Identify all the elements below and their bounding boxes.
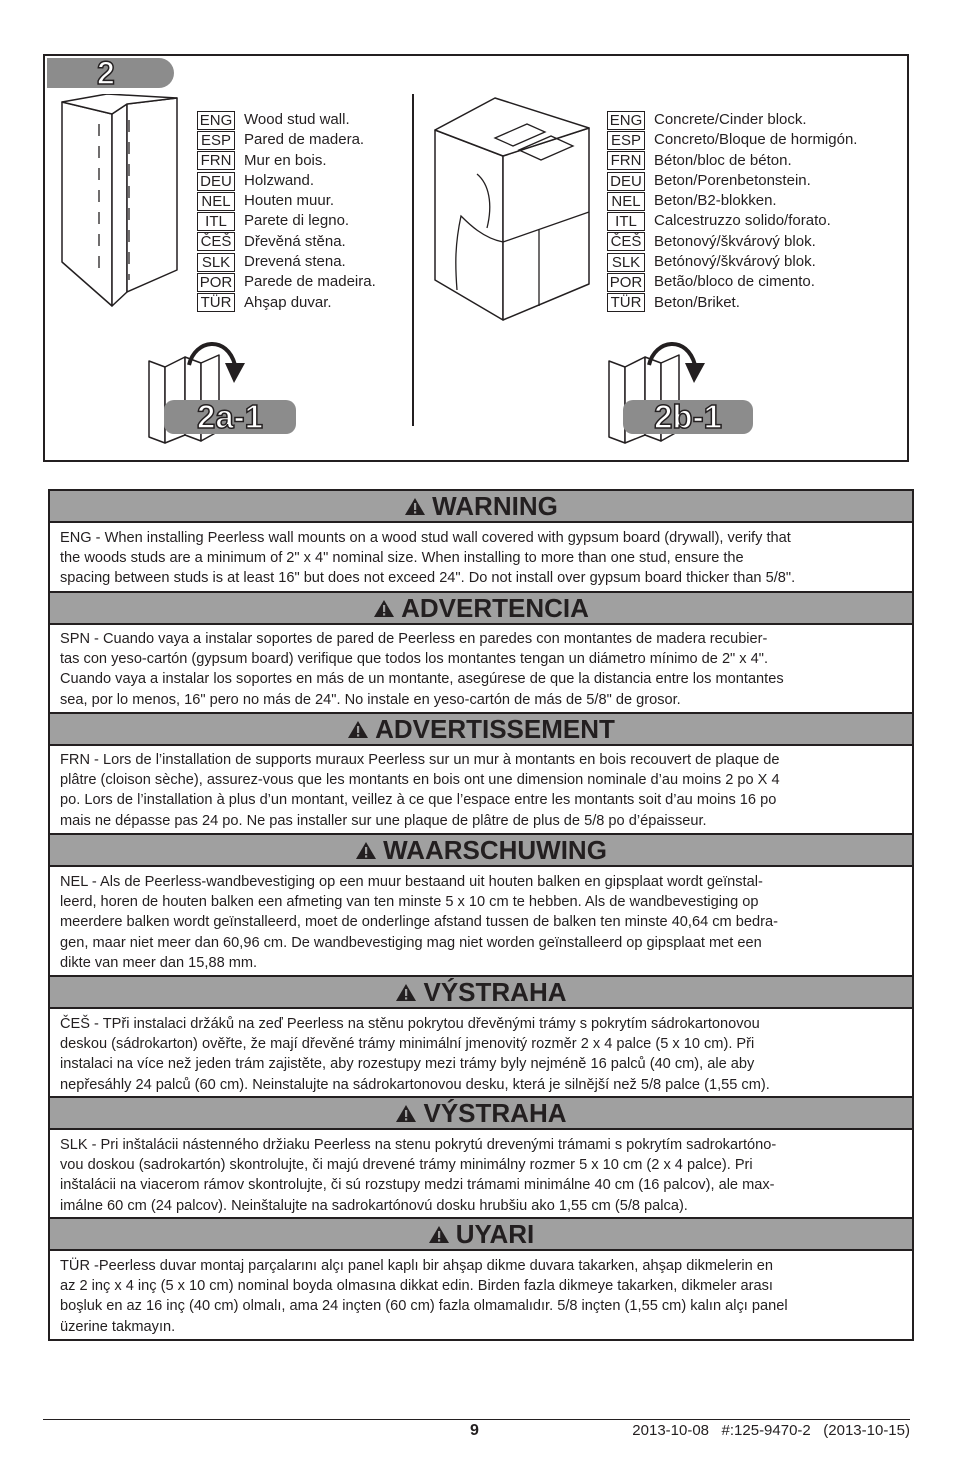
text-line: spacing between studs is at least 16" but does not exceed 24". Do not install over gypsum board thicker than 5/8". xyxy=(60,570,796,587)
language-text: Houten muur. xyxy=(244,192,335,210)
list-item xyxy=(197,191,376,211)
list-item xyxy=(607,272,857,292)
warning-triangle-icon xyxy=(428,1225,450,1244)
text-line: vou doskou (sadrokartón) skontrolujte, či majú drevené trámy minimálny rozmer 5 x 10 cm (2 x 4 palce). Pri xyxy=(60,1157,753,1174)
text-line: imálne 60 cm (24 palcov). Neinštalujte na sadrokartónovú dosku hrubšiu ako 1,55 cm (5/8 palca). xyxy=(60,1197,688,1214)
warning-triangle-icon xyxy=(355,841,377,860)
language-code: SLK xyxy=(197,253,235,272)
list-item xyxy=(607,293,857,313)
list-item xyxy=(607,151,857,171)
language-text: Betonový/škvárový blok. xyxy=(654,232,816,250)
text-line: meerdere balken wordt geïnstalleerd, moet de onderlinge afstand tussen de balken ten minste 40,64 cm bedra- xyxy=(60,914,778,931)
language-code: DEU xyxy=(197,172,235,191)
step-figure xyxy=(43,54,909,462)
text-line: ČEŠ - TPři instalaci držáků na zeď Peerless na stěnu pokrytou dřevěnými trámy s pokrytím sádrokartonovou xyxy=(60,1016,760,1032)
warning-title: ADVERTENCIA xyxy=(401,592,589,623)
warning-triangle-icon xyxy=(404,497,426,516)
step-number: 2 xyxy=(97,55,115,91)
left-language-list xyxy=(197,110,376,313)
warnings-panel xyxy=(48,489,914,1341)
list-item xyxy=(607,211,857,231)
list-item xyxy=(607,130,857,150)
language-code: SLK xyxy=(607,253,645,272)
warning-header-ces xyxy=(50,975,912,1009)
language-text: Beton/Briket. xyxy=(654,293,740,311)
language-text: Drevená stena. xyxy=(244,253,346,271)
warning-text-spn xyxy=(60,629,906,710)
warning-title: VÝSTRAHA xyxy=(423,1097,567,1128)
text-line: ENG - When installing Peerless wall mounts on a wood stud wall covered with gypsum board (drywall), verify that xyxy=(60,530,791,546)
text-line: deskou (sádrokarton) ověřte, že mají dřevěné trámy minimální jmenovitý rozměr 2 x 4 palce (5 x 10 cm). Při xyxy=(60,1036,755,1053)
step-2b-1-label: 2b-1 xyxy=(654,398,722,435)
text-line: tas con yeso-cartón (gypsum board) verifique que todos los montantes tengan un diámetro mínimo de 2" x 4". xyxy=(60,651,768,668)
text-line: SPN - Cuando vaya a instalar soportes de pared de Peerless en paredes con montantes de madera recubier- xyxy=(60,631,768,647)
warning-triangle-icon xyxy=(395,983,417,1002)
language-code: TÜR xyxy=(197,293,235,312)
list-item xyxy=(197,252,376,272)
language-text: Beton/B2-blokken. xyxy=(654,192,777,210)
text-line: mais ne dépasse pas 24 po. Ne pas installer sur une plaque de plâtre de plus de 5/8 po d’épaisseur. xyxy=(60,812,707,829)
text-line: gen, maar niet meer dan 60,96 cm. De wandbevestiging mag niet worden geïnstalleerd op gipsplaat met een xyxy=(60,934,762,951)
text-line: Cuando vaya a instalar los soportes en más de un montante, asegúrese de que la distancia entre los montantes xyxy=(60,671,784,688)
warning-header-slk xyxy=(50,1096,912,1130)
language-text: Holzwand. xyxy=(244,171,315,189)
text-line: NEL - Als de Peerless-wandbevestiging op een muur bestaand uit houten balken en gipsplaat wordt geïnstal- xyxy=(60,874,763,890)
step-2a-1-badge xyxy=(164,400,296,434)
warning-title: ADVERTISSEMENT xyxy=(375,713,615,744)
language-text: Beton/Porenbetonstein. xyxy=(654,171,811,189)
language-text: Concrete/Cinder block. xyxy=(654,111,807,128)
text-line: FRN - Lors de l’installation de supports muraux Peerless sur un mur à montants en bois recouvert de plaque de xyxy=(60,752,780,768)
warning-triangle-icon xyxy=(395,1104,417,1123)
text-line: az 2 inç x 4 inç (5 x 10 cm) nominal boyda olmasına dikkat edin. Birden fazla dikmeye takarken, dikmeler arası xyxy=(60,1278,773,1295)
text-line: TÜR -Peerless duvar montaj parçalarını alçı panel kaplı bir ahşap dikme duvara takarken, ahşap dikmelerin en xyxy=(60,1258,774,1274)
right-language-list xyxy=(607,110,857,313)
language-code: DEU xyxy=(607,172,645,191)
text-line: boşluk en az 16 inç (40 cm) olmalı, ama 24 inçten (60 cm) fazla olmamalıdır. 5/8 inçten (1,55 cm) kalın alçı panel xyxy=(60,1298,788,1315)
language-code: ČEŠ xyxy=(197,232,235,251)
warning-header-spn xyxy=(50,591,912,625)
warning-header-tur xyxy=(50,1217,912,1251)
text-line: SLK - Pri inštalácii nástenného držiaku Peerless na stenu pokrytú drevenými trámami s pokrytím sadrokartóno- xyxy=(60,1137,777,1153)
language-text: Parete di legno. xyxy=(244,212,350,230)
document-info: 2013-10-08 #:125-9470-2 (2013-10-15) xyxy=(632,1422,910,1439)
language-code: POR xyxy=(197,273,235,292)
page-number: 9 xyxy=(470,1422,479,1439)
text-line: nepřesáhly 24 palců (60 cm). Neinstalujte na sádrokartonovou desku, která je silnější než 5/8 palce (1,55 cm). xyxy=(60,1076,770,1093)
warning-text-nel xyxy=(60,872,906,973)
warning-title: WARNING xyxy=(432,490,558,521)
language-text: Béton/bloc de béton. xyxy=(654,151,792,169)
warning-title: VÝSTRAHA xyxy=(423,976,567,1007)
text-line: üzerine takmayın. xyxy=(60,1318,176,1335)
language-code: TÜR xyxy=(607,293,645,312)
language-text: Wood stud wall. xyxy=(244,111,350,128)
step-2b-1-badge xyxy=(623,400,753,434)
text-line: plâtre (cloison sèche), assurez-vous que les montants en bois ont une dimension nominale d’au moins 2 po X 4 xyxy=(60,772,780,789)
language-code: ESP xyxy=(607,131,645,150)
language-text: Dřevěná stěna. xyxy=(244,232,346,250)
language-text: Ahşap duvar. xyxy=(244,293,332,311)
list-item xyxy=(197,130,376,150)
wood-stud-wall-illustration xyxy=(57,94,182,314)
language-code: ESP xyxy=(197,131,235,150)
list-item xyxy=(607,252,857,272)
language-text: Concreto/Bloque de hormigón. xyxy=(654,131,858,149)
language-code: ITL xyxy=(607,212,645,231)
language-code: FRN xyxy=(607,151,645,170)
language-code: FRN xyxy=(197,151,235,170)
footer-rule xyxy=(43,1419,910,1420)
language-text: Betónový/škvárový blok. xyxy=(654,253,816,271)
text-line: inštalácii na viacerom rámov skontrolujte, či sú rozstupy medzi trámami minimálne 40 cm (16 palcov), ale max- xyxy=(60,1177,775,1194)
concrete-block-illustration xyxy=(433,94,593,324)
list-item xyxy=(607,191,857,211)
warning-text-ces xyxy=(60,1014,906,1095)
list-item xyxy=(197,293,376,313)
text-line: po. Lors de l’installation à plus d’un montant, veillez à ce que l’espace entre les montants soit d’au moins 16 po xyxy=(60,792,777,809)
warning-header-frn xyxy=(50,712,912,746)
list-item xyxy=(607,232,857,252)
warning-text-slk xyxy=(60,1135,906,1216)
warning-header-nel xyxy=(50,833,912,867)
step-2a-1-label: 2a-1 xyxy=(196,398,264,435)
language-code: POR xyxy=(607,273,645,292)
language-text: Calcestruzzo solido/forato. xyxy=(654,212,831,230)
list-item xyxy=(197,151,376,171)
language-code: NEL xyxy=(607,192,645,211)
language-code: ENG xyxy=(197,111,235,130)
warning-text-frn xyxy=(60,750,906,831)
text-line: leerd, horen de houten balken een afmeting van ten minste 5 x 10 cm te hebben. Als de wandbevestiging op xyxy=(60,894,759,911)
warning-text-tur xyxy=(60,1256,906,1337)
language-text: Betão/bloco de cimento. xyxy=(654,273,815,291)
text-line: instalaci na více než jeden trám zajistěte, aby rozestupy mezi trámy byly nejméně 16 palců (40 cm), ale aby xyxy=(60,1056,755,1073)
text-line: sea, por lo menos, 16" pero no más de 24". No instale en yeso-cartón de más de 5/8" de grosor. xyxy=(60,691,681,708)
list-item xyxy=(607,110,857,130)
list-item xyxy=(197,110,376,130)
warning-header-eng xyxy=(50,489,912,523)
list-item xyxy=(197,232,376,252)
language-code: ČEŠ xyxy=(607,232,645,251)
list-item xyxy=(197,272,376,292)
center-divider xyxy=(412,94,414,426)
text-line: the woods studs are a minimum of 2" x 4" nominal size. When installing to more than one stud, ensure the xyxy=(60,550,744,567)
warning-title: UYARI xyxy=(455,1218,535,1249)
warning-triangle-icon xyxy=(347,720,369,739)
language-code: ENG xyxy=(607,111,645,130)
language-code: NEL xyxy=(197,192,235,211)
language-text: Pared de madera. xyxy=(244,131,365,149)
language-text: Mur en bois. xyxy=(244,151,327,169)
list-item xyxy=(197,211,376,231)
language-text: Parede de madeira. xyxy=(244,273,376,291)
list-item xyxy=(607,171,857,191)
step-badge xyxy=(47,55,174,91)
text-line: dikte van meer dan 15,88 mm. xyxy=(60,954,258,971)
language-code: ITL xyxy=(197,212,235,231)
list-item xyxy=(197,171,376,191)
warning-triangle-icon xyxy=(373,599,395,618)
warning-text-eng xyxy=(60,528,906,589)
warning-title: WAARSCHUWING xyxy=(383,834,607,865)
